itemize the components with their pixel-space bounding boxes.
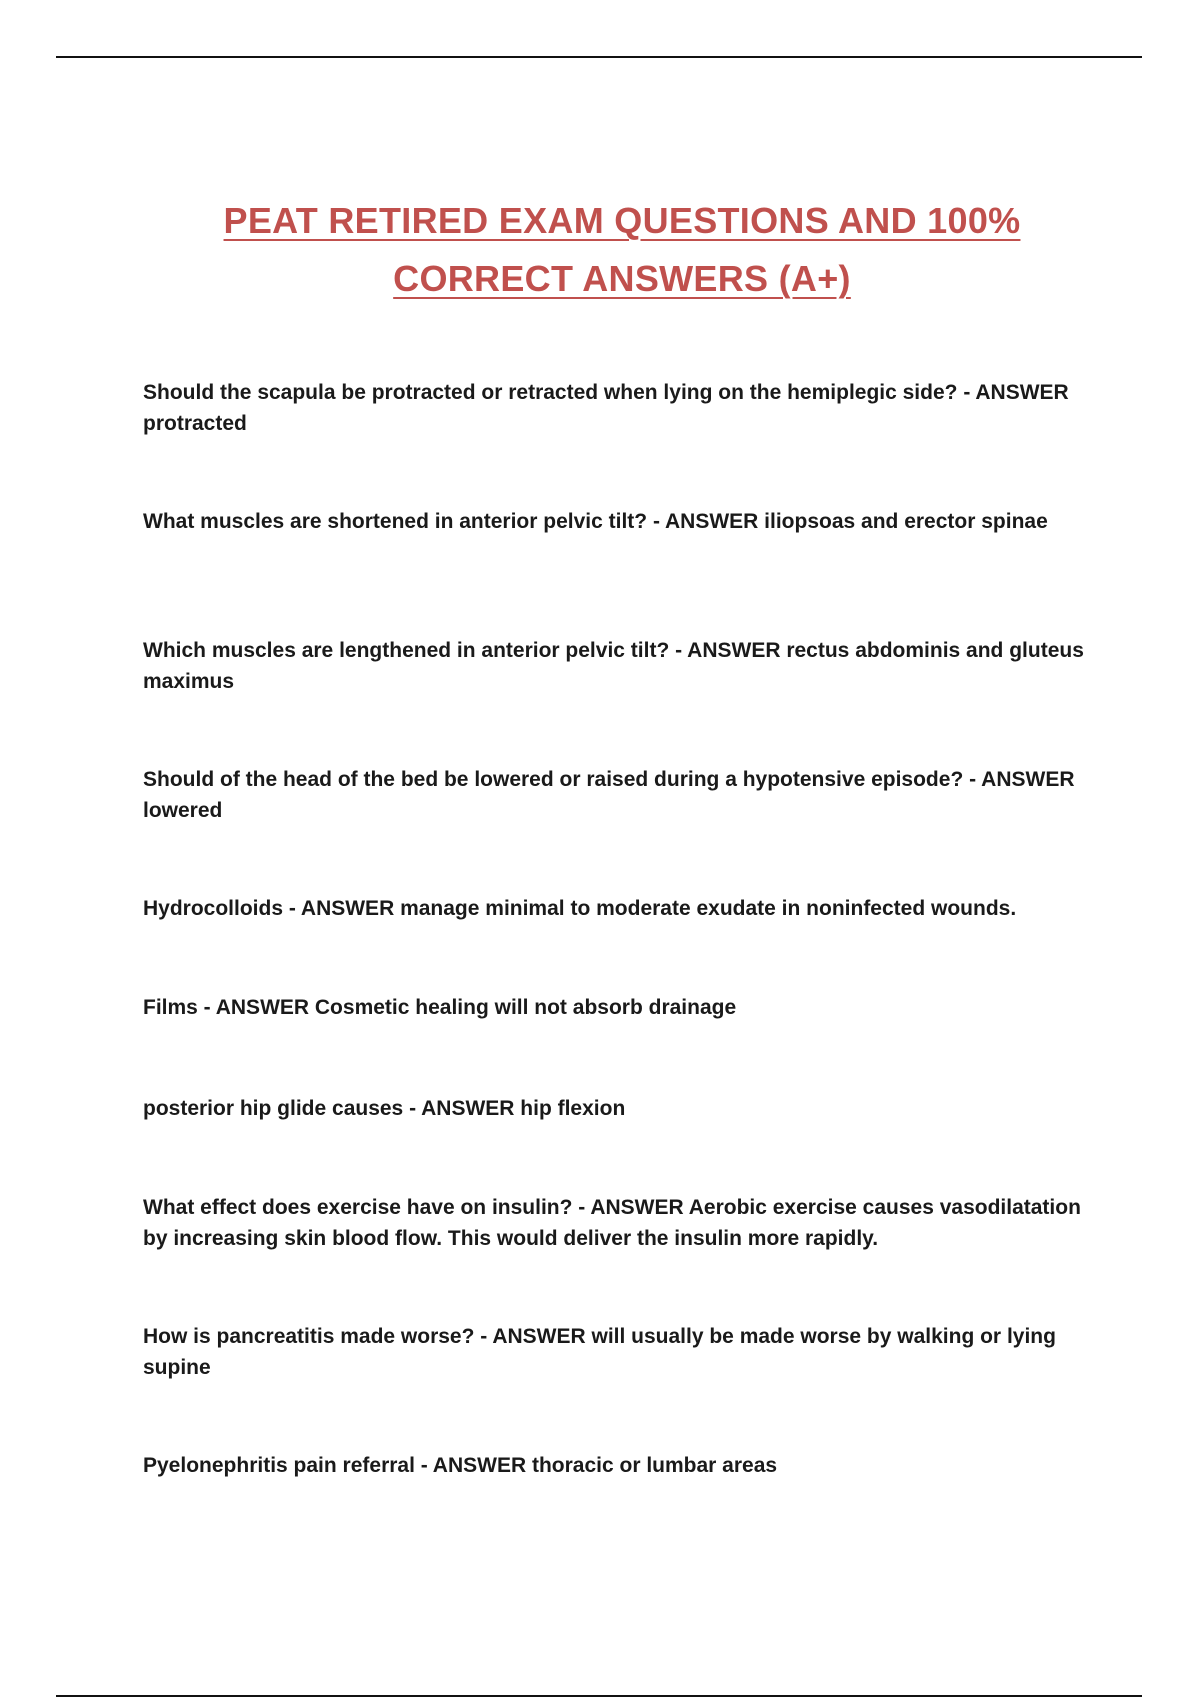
header-rule xyxy=(56,56,1142,58)
qa-item-3: Which muscles are lengthened in anterior pelvic tilt? - ANSWER rectus abdominis and gluteus maximus xyxy=(143,639,1084,693)
footer-rule xyxy=(56,1695,1142,1697)
qa-item-8: What effect does exercise have on insulin? - ANSWER Aerobic exercise causes vasodilatation by increasing skin blood flow. This would deliver the insulin more rapidly. xyxy=(143,1196,1081,1250)
qa-item-7: posterior hip glide causes - ANSWER hip flexion xyxy=(143,1097,626,1120)
qa-item-4: Should of the head of the bed be lowered or raised during a hypotensive episode? - ANSWER lowered xyxy=(143,768,1075,822)
document-title xyxy=(100,192,1144,308)
qa-item-9: How is pancreatitis made worse? - ANSWER will usually be made worse by walking or lying supine xyxy=(143,1325,1056,1379)
qa-item-5: Hydrocolloids - ANSWER manage minimal to moderate exudate in noninfected wounds. xyxy=(143,897,1017,920)
qa-item-10: Pyelonephritis pain referral - ANSWER thoracic or lumbar areas xyxy=(143,1454,778,1477)
qa-item-1: Should the scapula be protracted or retracted when lying on the hemiplegic side? - ANSWER protracted xyxy=(143,381,1069,435)
qa-item-2: What muscles are shortened in anterior pelvic tilt? - ANSWER iliopsoas and erector spinae xyxy=(143,510,1048,533)
title-line-2: CORRECT ANSWERS (A+) xyxy=(393,258,851,299)
title-line-1: PEAT RETIRED EXAM QUESTIONS AND 100% xyxy=(223,200,1021,241)
qa-item-6: Films - ANSWER Cosmetic healing will not absorb drainage xyxy=(143,996,737,1019)
